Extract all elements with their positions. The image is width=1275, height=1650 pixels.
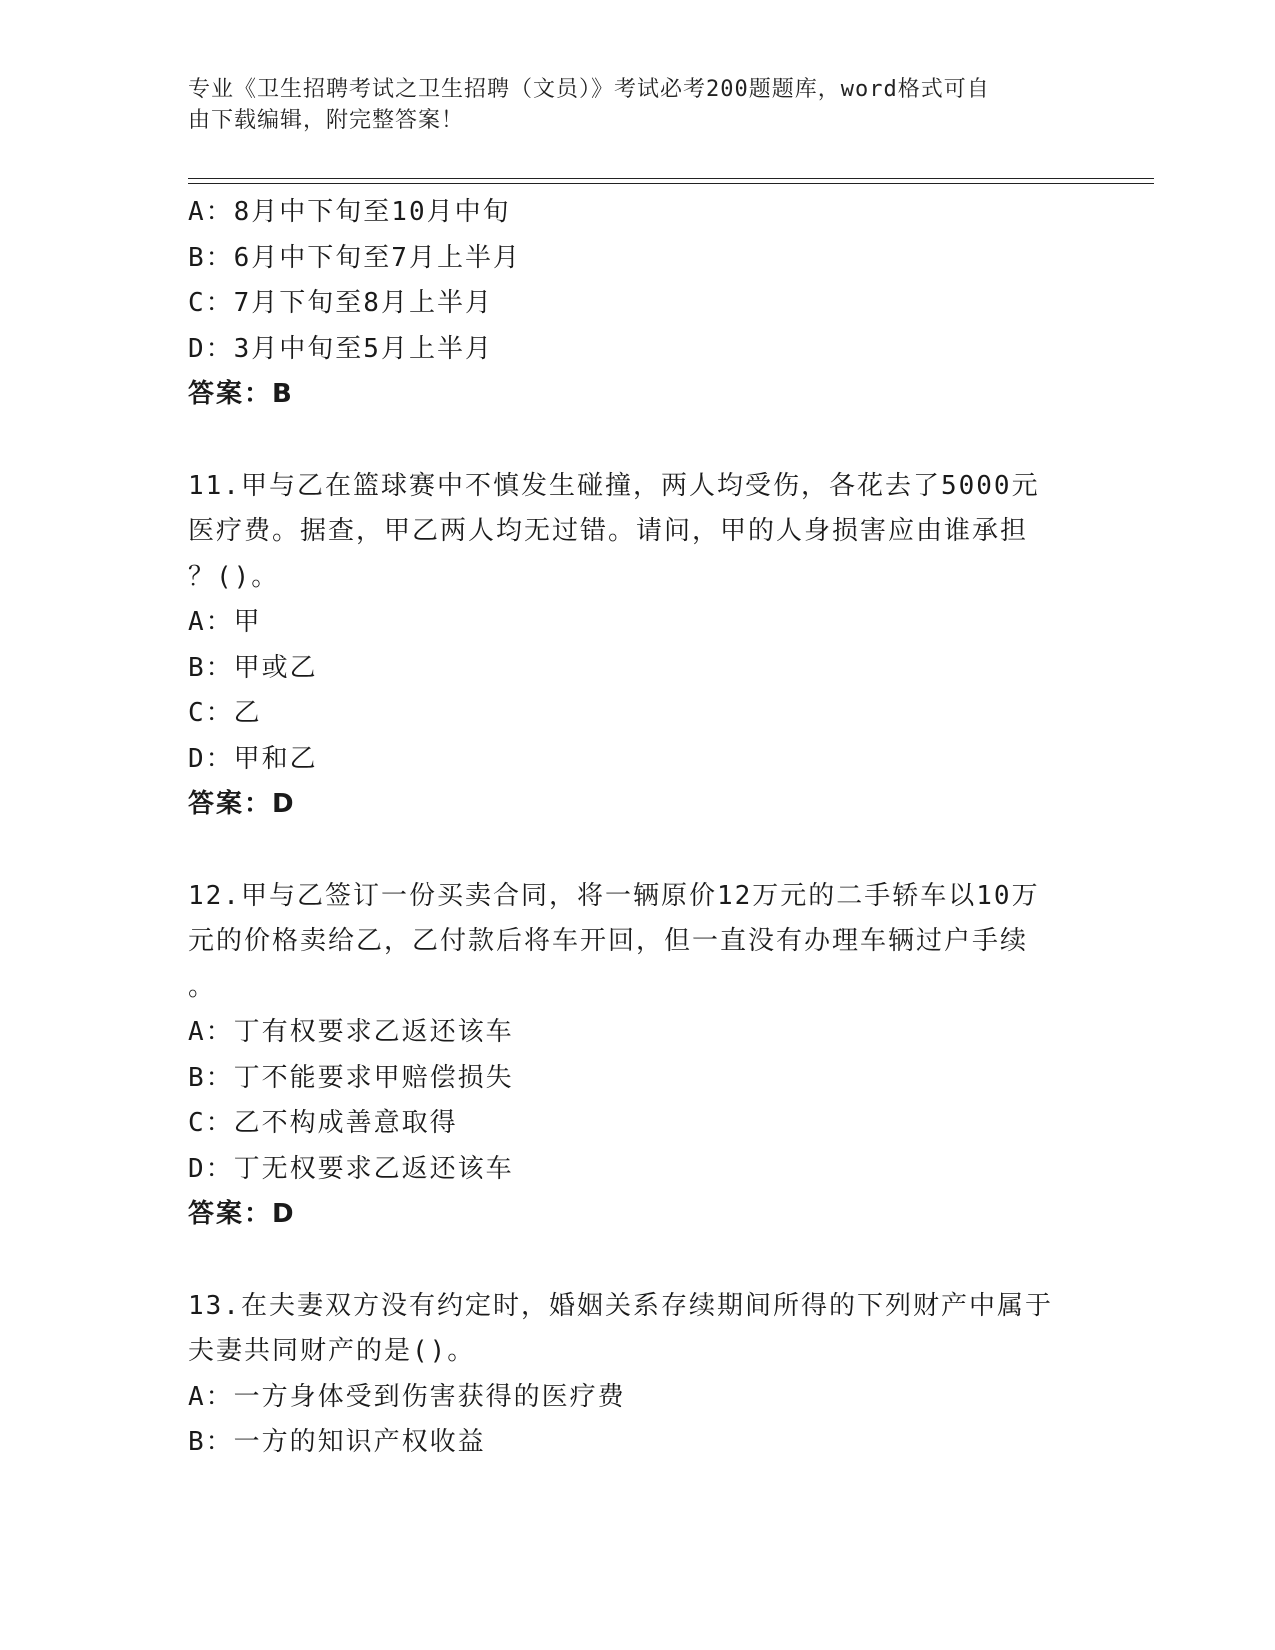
question-11 (188, 464, 1088, 828)
question-12 (188, 874, 1088, 1238)
header-rule-bottom (188, 183, 1154, 184)
question-stem-line: 元的价格卖给乙，乙付款后将车开回，但一直没有办理车辆过户手续 (188, 926, 1029, 956)
option-c: C：7月下旬至8月上半月 (188, 288, 493, 318)
question-stem-line: 医疗费。据查，甲乙两人均无过错。请问，甲的人身损害应由谁承担 (188, 516, 1029, 546)
answer: 答案：D (188, 1199, 296, 1229)
option-a: A：8月中下旬至10月中旬 (188, 197, 511, 227)
option-d: D：丁无权要求乙返还该车 (188, 1153, 514, 1184)
question-stem-line: 11.甲与乙在篮球赛中不慎发生碰撞，两人均受伤，各花去了5000元 (188, 470, 1040, 501)
header-rule-top (188, 178, 1154, 179)
question-13 (188, 1284, 1088, 1466)
spacer (188, 1238, 1088, 1284)
option-a: A：丁有权要求乙返还该车 (188, 1017, 514, 1047)
option-b: B：一方的知识产权收益 (188, 1427, 486, 1457)
header-line-1: 专业《卫生招聘考试之卫生招聘（文员）》考试必考200题题库，word格式可自 (188, 77, 990, 102)
question-stem-line: 13.在夫妻双方没有约定时，婚姻关系存续期间所得的下列财产中属于 (188, 1290, 1053, 1321)
question-stem-line: 。 (188, 971, 217, 1002)
option-a: A：甲 (188, 607, 262, 637)
document-header (188, 74, 1068, 136)
option-a: A：一方身体受到伤害获得的医疗费 (188, 1381, 626, 1412)
option-b: B：甲或乙 (188, 652, 318, 683)
question-stem-line: ？()。 (188, 561, 280, 592)
question-list (188, 190, 1088, 1466)
spacer (188, 418, 1088, 464)
answer: 答案：B (188, 379, 294, 409)
question-stem-line: 12.甲与乙签订一份买卖合同，将一辆原价12万元的二手轿车以10万 (188, 880, 1040, 911)
header-line-2: 由下载编辑，附完整答案！ (188, 108, 465, 133)
option-b: B：6月中下旬至7月上半月 (188, 242, 521, 273)
option-d: D：甲和乙 (188, 743, 318, 774)
spacer (188, 828, 1088, 874)
question-10 (188, 190, 1088, 418)
option-c: C：乙 (188, 698, 262, 728)
question-stem-line: 夫妻共同财产的是()。 (188, 1336, 476, 1366)
option-b: B：丁不能要求甲赔偿损失 (188, 1062, 514, 1093)
option-c: C：乙不构成善意取得 (188, 1108, 458, 1138)
option-d: D：3月中旬至5月上半月 (188, 333, 493, 364)
answer: 答案：D (188, 789, 296, 819)
